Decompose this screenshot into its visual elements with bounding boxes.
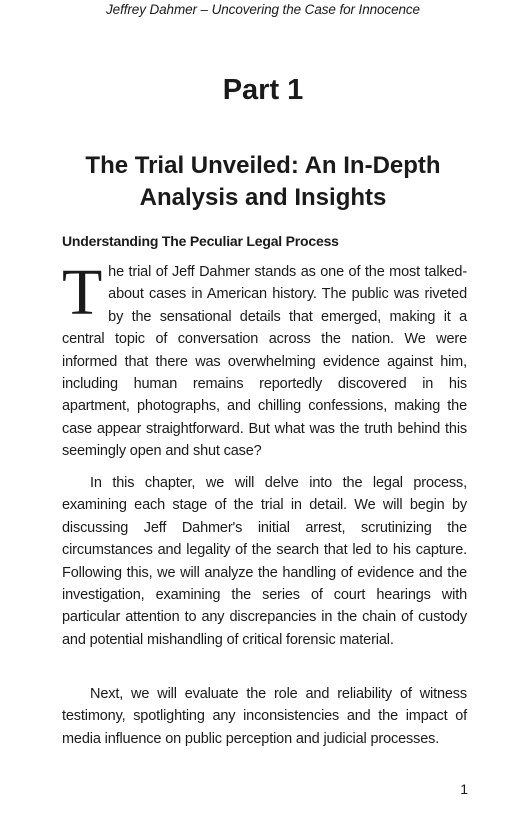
paragraph-2: In this chapter, we will delve into the legal process, examining each stage of the trial in detail. We will begin by discussing Jeff Dahmer's initial arrest, scrutinizing the circumstances and legality of the search that led to his capture. Following this, we will analyze the handling of evidence and the investigation, examining the series of court hearings with particular attention to any discrepancies in the chain of custody and potential mishandling of critical forensic material. <box>62 475 467 648</box>
drop-cap: T <box>62 256 103 329</box>
paragraph-3: Next, we will evaluate the role and reliability of witness testimony, spotlighting any inconsistencies and the impact of media influence on public perception and judicial processes. <box>62 686 467 747</box>
section-heading: Understanding The Peculiar Legal Process <box>62 233 339 249</box>
page-number: 1 <box>460 781 468 797</box>
paragraph-1 <box>62 256 467 463</box>
chapter-title: The Trial Unveiled: An In-Depth Analysis and Insights <box>85 152 441 211</box>
paragraph-1-text: he trial of Jeff Dahmer stands as one of the most talked-about cases in American history. The public was riveted by the sensational details that emerged, making it a central topic of conversation across the nation. We were informed that there was overwhelming evidence against him, including human remains reportedly discovered in his apartment, photographs, and chilling confessions, making the case appear straightforward. But what was the truth behind this seemingly open and shut case? <box>62 264 467 460</box>
part-title: Part 1 <box>222 74 304 106</box>
running-header: Jeffrey Dahmer – Uncovering the Case for Innocence <box>106 2 420 17</box>
